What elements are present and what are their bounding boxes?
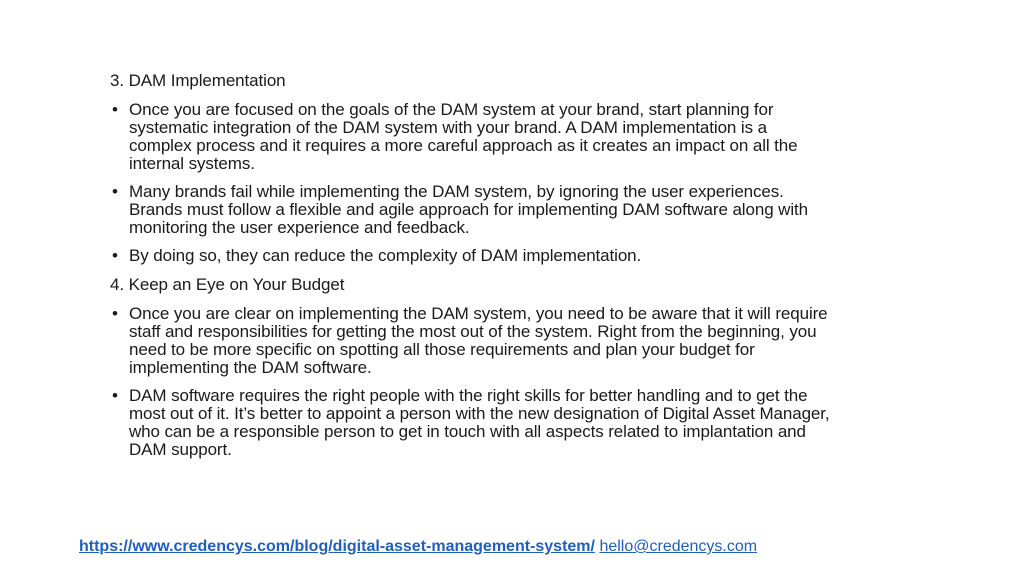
- bullet-icon: •: [112, 182, 118, 201]
- blog-url-link[interactable]: https://www.credencys.com/blog/digital-asset-management-system/: [79, 538, 595, 555]
- bullet-item: [110, 387, 830, 459]
- bullet-item: [110, 101, 830, 173]
- email-link[interactable]: hello@credencys.com: [599, 538, 758, 555]
- bullet-text: DAM software requires the right people with the right skills for better handling and to get the most out of it. It’s better to appoint a person with the new designation of Digital Asset Manager, who can be a responsible person to get in touch with all aspects related to implantation and DAM support.: [129, 386, 830, 459]
- bullet-text: By doing so, they can reduce the complexity of DAM implementation.: [129, 246, 642, 265]
- bullet-list-dam-implementation: [110, 101, 830, 265]
- bullet-icon: •: [112, 246, 118, 265]
- section-heading-budget: 4. Keep an Eye on Your Budget: [110, 275, 345, 294]
- bullet-item: [110, 305, 830, 377]
- bullet-icon: •: [112, 100, 118, 119]
- section-heading-dam-implementation: 3. DAM Implementation: [110, 71, 286, 90]
- slide-content: [110, 71, 830, 469]
- bullet-item: [110, 183, 830, 237]
- bullet-text: Many brands fail while implementing the DAM system, by ignoring the user experiences. Brands must follow a flexible and agile approach for implementing DAM software along with monitoring the user experience and feedback.: [129, 182, 809, 237]
- bullet-item: [110, 247, 830, 265]
- bullet-text: Once you are focused on the goals of the DAM system at your brand, start planning for systematic integration of the DAM system with your brand. A DAM implementation is a complex process and it requires a more careful approach as it creates an impact on all the internal systems.: [129, 100, 798, 173]
- footer-links: [79, 537, 757, 557]
- bullet-icon: •: [112, 386, 118, 405]
- bullet-text: Once you are clear on implementing the DAM system, you need to be aware that it will require staff and responsibilities for getting the most out of the system. Right from the beginning, you need to be more specific on spotting all those requirements and plan your budget for implementing the DAM software.: [129, 304, 828, 377]
- bullet-icon: •: [112, 304, 118, 323]
- bullet-list-budget: [110, 305, 830, 459]
